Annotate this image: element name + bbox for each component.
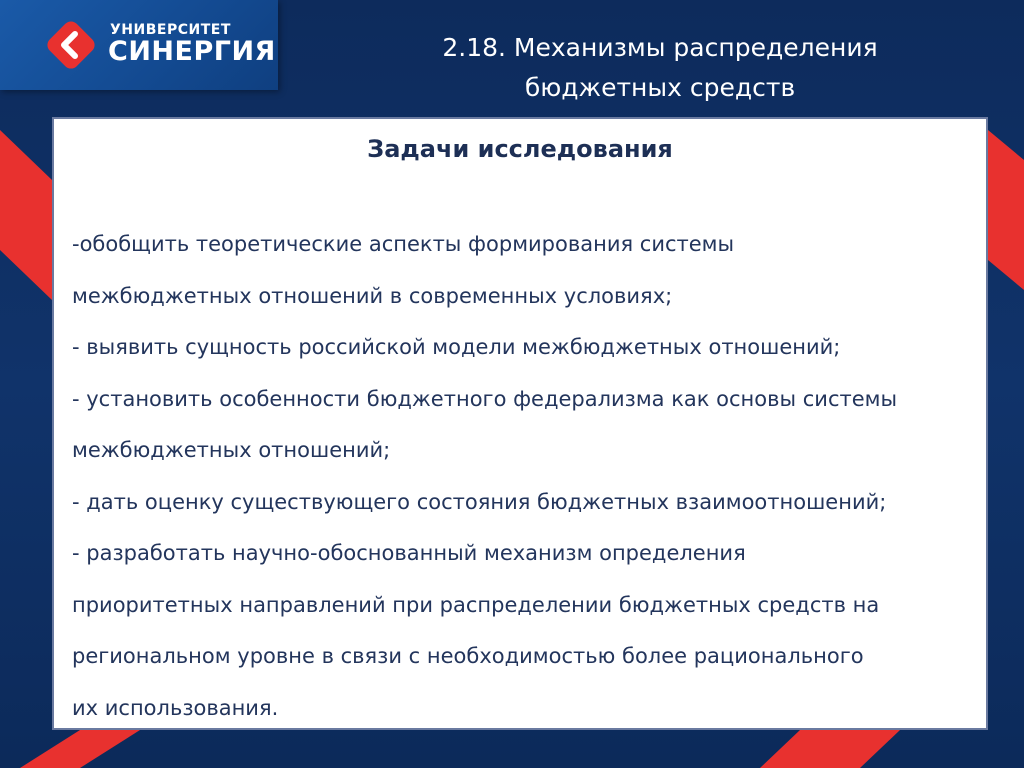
red-stripe-left xyxy=(0,130,52,300)
red-stripe-right xyxy=(988,130,1024,290)
task-line: -обобщить теоретические аспекты формирования системы xyxy=(72,232,735,256)
red-stripe-bottom-right xyxy=(760,730,900,768)
task-line: - дать оценку существующего состояния бюджетных взаимоотношений; xyxy=(72,489,887,514)
slide-title xyxy=(300,28,1020,108)
task-line: межбюджетных отношений; xyxy=(72,438,391,462)
task-line: - установить особенности бюджетного федерализма как основы системы xyxy=(72,386,898,411)
red-stripe-bottom-left xyxy=(20,730,140,768)
chevron-left-diamond-icon xyxy=(44,18,98,72)
task-line: региональном уровне в связи с необходимостью более рационального xyxy=(72,644,864,668)
task-list xyxy=(72,219,972,734)
task-line: приоритетных направлений при распределении бюджетных средств на xyxy=(72,592,880,617)
university-logo[interactable] xyxy=(0,0,278,90)
logo-text-small: УНИВЕРСИТЕТ xyxy=(110,22,231,38)
task-line: - выявить сущность российской модели межбюджетных отношений; xyxy=(72,335,841,359)
slide-title-line-1: 2.18. Механизмы распределения xyxy=(442,33,878,62)
slide-title-line-2: бюджетных средств xyxy=(524,73,796,102)
panel-heading: Задачи исследования xyxy=(367,135,673,163)
logo-text-big: СИНЕРГИЯ xyxy=(108,36,276,67)
task-line: - разработать научно-обоснованный механизм определения xyxy=(72,541,746,565)
content-panel xyxy=(52,117,988,730)
task-line: межбюджетных отношений в современных условиях; xyxy=(72,283,673,308)
task-line: их использования. xyxy=(72,695,279,720)
